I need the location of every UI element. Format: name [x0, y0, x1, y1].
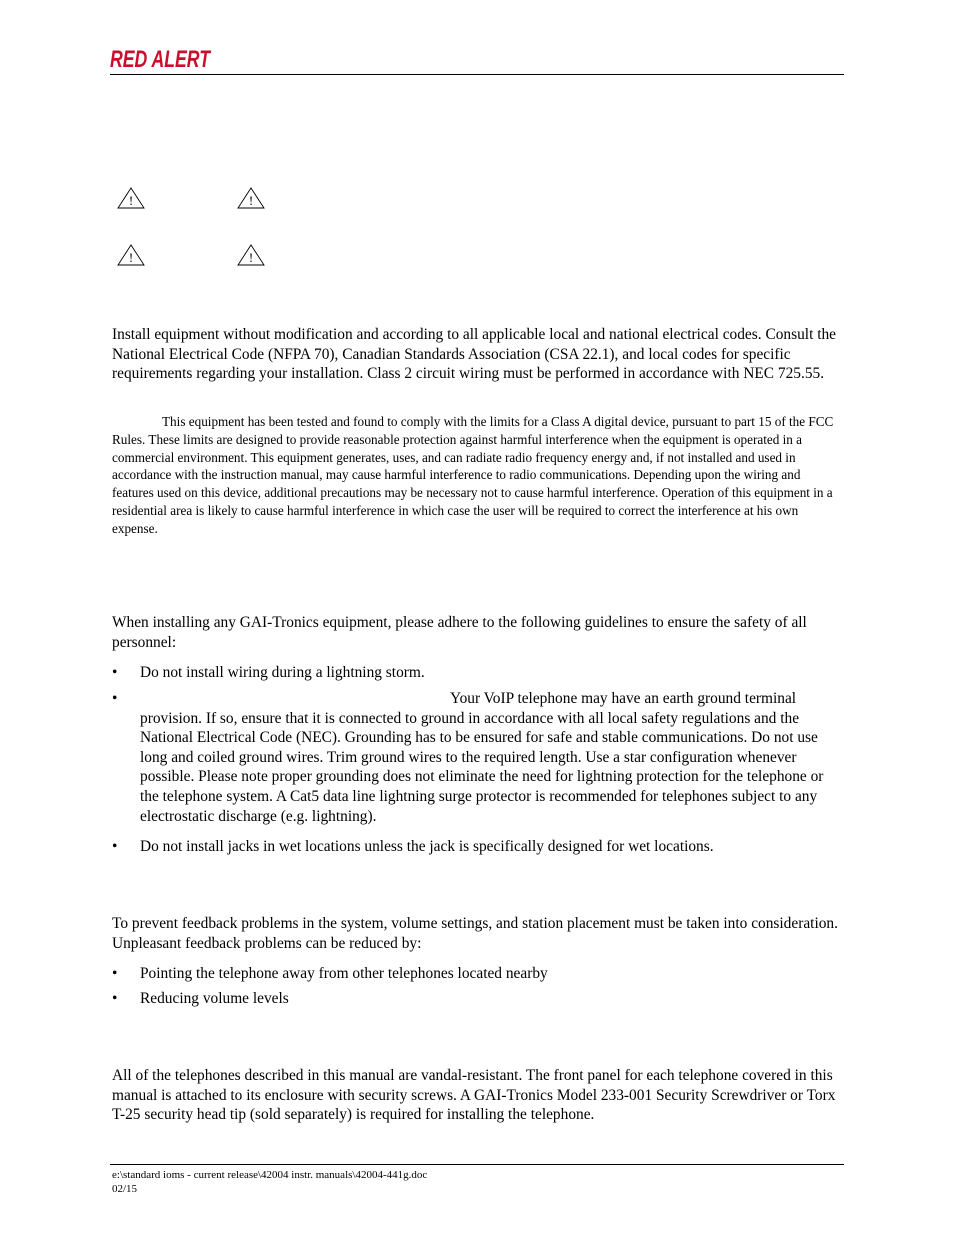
svg-text:!: ! — [128, 250, 134, 265]
warning-triangle-icon — [116, 187, 146, 209]
fcc-paragraph — [112, 413, 844, 538]
footer-rule — [110, 1164, 844, 1165]
feedback-intro: To prevent feedback problems in the system, volume settings, and station placement must be taken into consideration. Unpleasant feedback problems can be reduced by: — [112, 915, 838, 952]
safety-intro: When installing any GAI-Tronics equipment, please adhere to the following guidelines to ensure the safety of all personnel: — [112, 614, 807, 651]
bullet-glyph: • — [112, 690, 118, 707]
vandal-paragraph: All of the telephones described in this manual are vandal-resistant. The front panel for each telephone covered in this manual is attached to its enclosure with security screws. A GAI-Tronics Model 233-001 Security Screwdriver or Torx T-25 security head tip (sold separately) is required for installing the telephone. — [112, 1067, 836, 1124]
safety-bullet-1: Do not install wiring during a lightning storm. — [140, 664, 425, 681]
bullet-glyph: • — [112, 838, 118, 855]
bullet-glyph: • — [112, 990, 118, 1007]
bullet-glyph: • — [112, 965, 118, 982]
safety-bullet-2: Your VoIP telephone may have an earth ground terminal provision. If so, ensure that it is connected to ground in accordance with all local safety regulations and the National Electrical Code (NEC). Grounding has to be ensured for safe and stable communications. Do not use long and coiled ground wires. Trim ground wires to the required length. Use a star configuration whenever possible. Please note proper grounding does not eliminate the need for lightning protection for the telephone or the telephone system. A Cat5 data line lightning surge protector is recommended for telephones subject to any electrostatic discharge (e.g. lightning). — [140, 690, 824, 825]
footer-date: 02/15 — [112, 1183, 138, 1195]
warning-triangle-icon — [236, 187, 266, 209]
footer-path: e:\standard ioms - current release\42004 instr. manuals\42004-441g.doc — [112, 1169, 428, 1181]
fcc-text: This equipment has been tested and found to comply with the limits for a Class A digital device, pursuant to part 15 of the FCC Rules. These limits are designed to provide reasonable protection against harmful interference when the equipment is operated in a commercial environment. This equipment generates, uses, and can radiate radio frequency energy and, if not installed and used in accordance with the instruction manual, may cause harmful interference to radio communications. Depending upon the wiring and features used on this device, additional precautions may be necessary not to cause harmful interference. Operation of this equipment in a residential area is likely to cause harmful interference in which case the user will be required to correct the interference at his own expense. — [112, 414, 834, 536]
svg-text:!: ! — [128, 193, 134, 208]
red-alert-logo — [110, 46, 214, 73]
logo-text: RED ALERT — [110, 46, 212, 73]
svg-text:!: ! — [248, 250, 254, 265]
safety-bullet-3: Do not install jacks in wet locations unless the jack is specifically designed for wet locations. — [140, 838, 714, 855]
warning-triangle-icon — [236, 244, 266, 266]
svg-text:!: ! — [248, 193, 254, 208]
warning-triangle-icon — [116, 244, 146, 266]
feedback-bullet-1: Pointing the telephone away from other telephones located nearby — [140, 965, 548, 982]
bullet-glyph: • — [112, 664, 118, 681]
install-paragraph: Install equipment without modification and according to all applicable local and national electrical codes. Consult the National Electrical Code (NFPA 70), Canadian Standards Association (CSA 22.1), and local codes for specific requirements regarding your installation. Class 2 circuit wiring must be performed in accordance with NEC 725.55. — [112, 326, 836, 383]
feedback-bullet-2: Reducing volume levels — [140, 990, 289, 1007]
header-rule — [110, 74, 844, 75]
